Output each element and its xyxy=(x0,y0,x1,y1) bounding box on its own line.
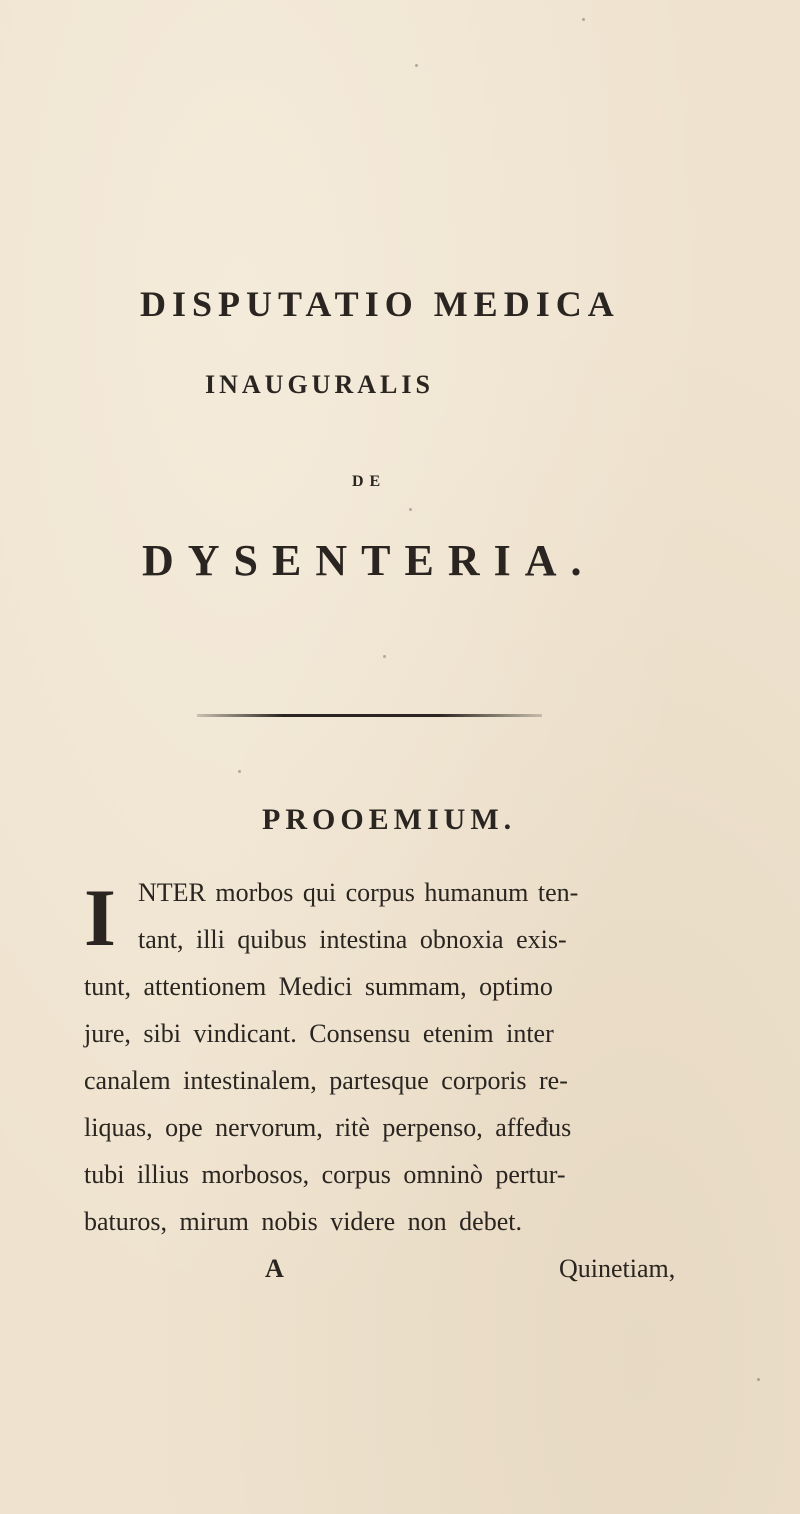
body-line: tubi illius morbosos, corpus omninò pertur- xyxy=(84,1160,566,1189)
signature-mark: A xyxy=(265,1254,284,1283)
title-line-inauguralis: INAUGURALIS xyxy=(205,370,434,399)
body-line: baturos, mirum nobis videre non debet. xyxy=(84,1207,522,1236)
body-line: tunt, attentionem Medici summam, optimo xyxy=(84,972,553,1001)
title-line-dysenteria: DYSENTERIA. xyxy=(142,536,596,585)
body-line: NTER morbos qui corpus humanum ten- xyxy=(138,878,579,907)
ornamental-divider xyxy=(197,714,542,717)
section-heading: PROOEMIUM. xyxy=(262,803,517,836)
paper-speck xyxy=(582,18,585,21)
paper-speck xyxy=(383,655,386,658)
title-line-disputatio-medica: DISPUTATIO MEDICA xyxy=(140,284,620,324)
paper-speck xyxy=(409,508,412,511)
paper-speck xyxy=(757,1378,760,1381)
paper-speck xyxy=(238,770,241,773)
body-line: tant, illi quibus intestina obnoxia exis- xyxy=(138,925,567,954)
paper-speck xyxy=(415,64,418,67)
body-line: canalem intestinalem, partesque corporis re- xyxy=(84,1066,568,1095)
title-line-de: DE xyxy=(352,473,387,490)
body-line: liquas, ope nervorum, ritè perpenso, affeđus xyxy=(84,1113,572,1142)
catchword: Quinetiam, xyxy=(559,1254,676,1283)
body-line: jure, sibi vindicant. Consensu etenim inter xyxy=(84,1019,554,1048)
drop-cap: I xyxy=(84,872,116,963)
